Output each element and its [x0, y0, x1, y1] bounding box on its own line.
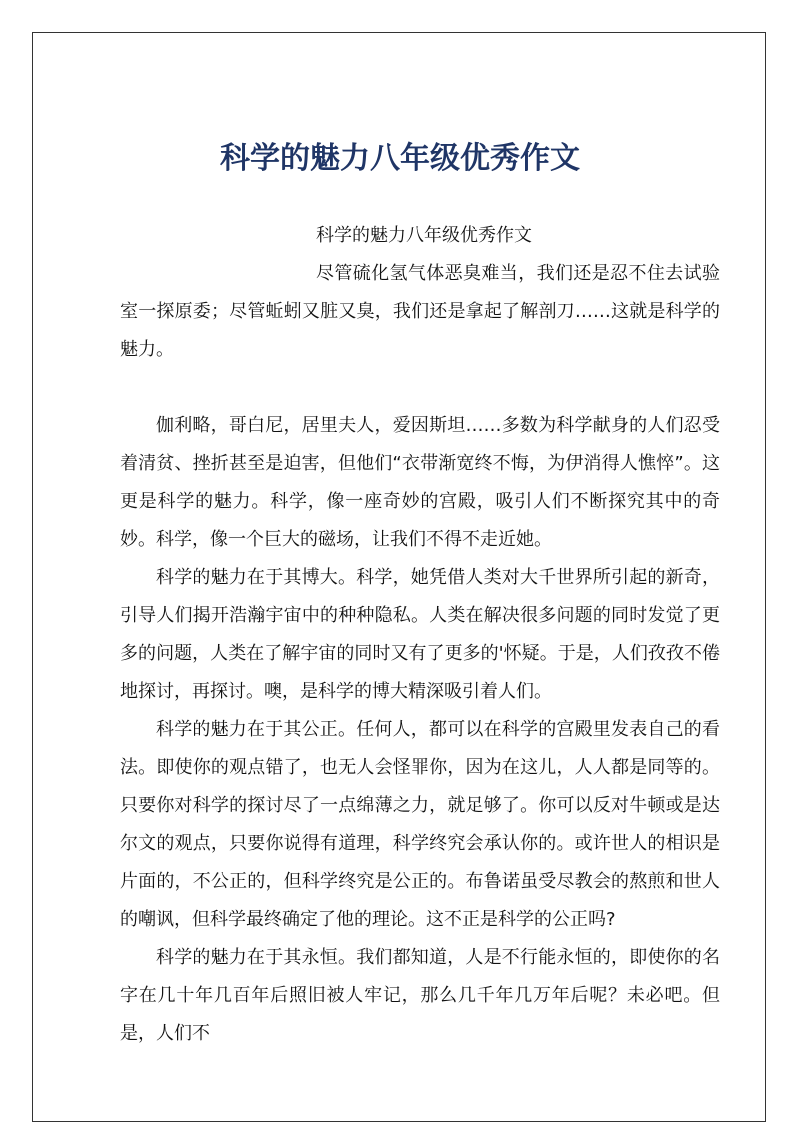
paragraph-vastness: 科学的魅力在于其博大。科学，她凭借人类对大千世界所引起的新奇，引导人们揭开浩瀚宇宙中的种种隐私。人类在解决很多问题的同时发觉了更多的问题，人类在了解宇宙的同时又有了更多的'怀疑。于是，人们孜孜不倦地探讨，再探讨。噢，是科学的博大精深吸引着人们。: [120, 567, 720, 702]
document-page: [32, 32, 766, 1122]
document-body: [120, 217, 720, 1053]
paragraph-intro: 尽管硫化氢气体恶臭难当，我们还是忍不住去试验室一探原委；尽管蚯蚓又脏又臭，我们还是拿起了解剖刀……这就是科学的魅力。: [120, 263, 720, 360]
paragraph-scientists: 伽利略，哥白尼，居里夫人，爱因斯坦……多数为科学献身的人们忍受着清贫、挫折甚至是迫害，但他们“衣带渐宽终不悔，为伊消得人憔悴”。这更是科学的魅力。科学，像一座奇妙的宫殿，吸引人们不断探究其中的奇妙。科学，像一个巨大的磁场，让我们不得不走近她。: [120, 415, 720, 550]
document-subtitle: 科学的魅力八年级优秀作文: [316, 225, 532, 246]
paragraph-eternity: 科学的魅力在于其永恒。我们都知道，人是不行能永恒的，即使你的名字在几十年几百年后照旧被人牢记，那么几千年几万年后呢？未必吧。但是，人们不: [120, 947, 720, 1044]
paragraph-fairness: 科学的魅力在于其公正。任何人，都可以在科学的宫殿里发表自己的看法。即使你的观点错了，也无人会怪罪你，因为在这儿，人人都是同等的。只要你对科学的探讨尽了一点绵薄之力，就足够了。你可以反对牛顿或是达尔文的观点，只要你说得有道理，科学终究会承认你的。或许世人的相识是片面的，不公正的，但科学终究是公正的。布鲁诺虽受尽教会的熬煎和世人的嘲讽，但科学最终确定了他的理论。这不正是科学的公正吗?: [120, 719, 720, 930]
paragraph-spacer: [120, 369, 720, 407]
document-title: 科学的魅力八年级优秀作文: [220, 141, 580, 176]
